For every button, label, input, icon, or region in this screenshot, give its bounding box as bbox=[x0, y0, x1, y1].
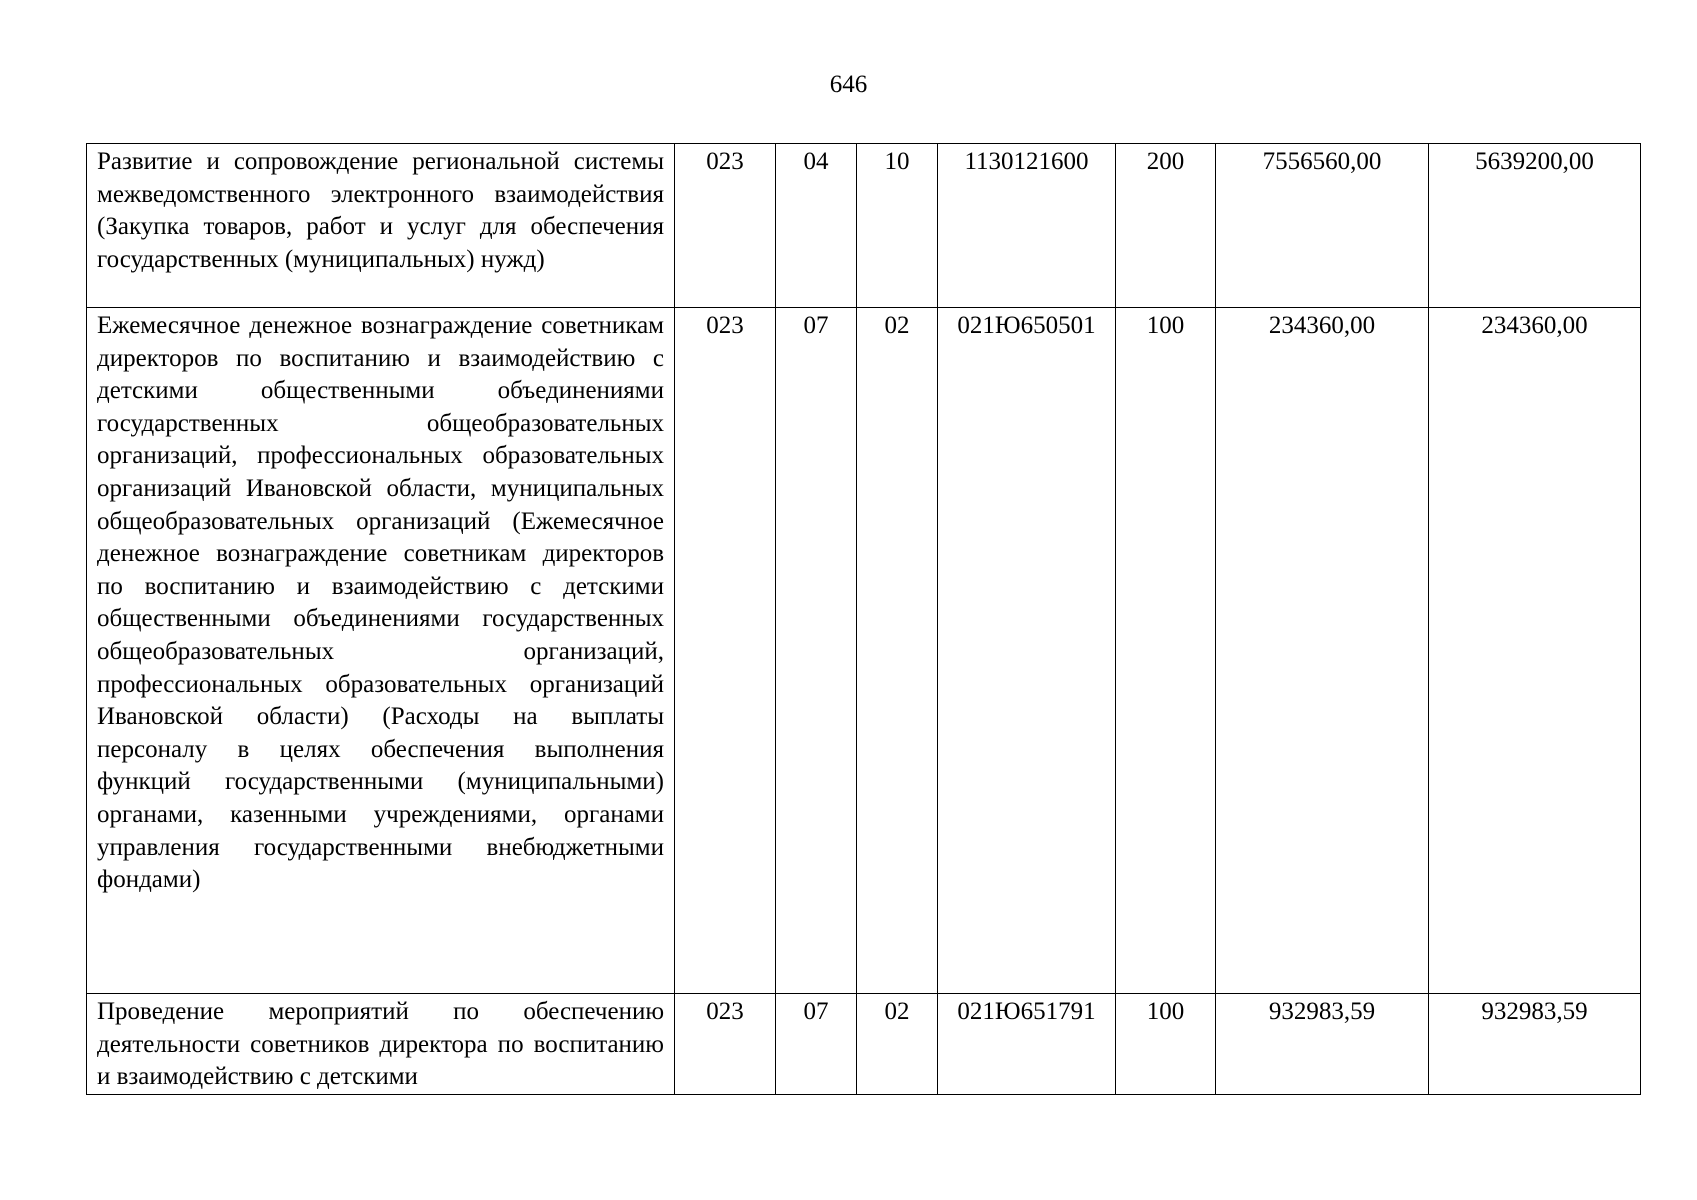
amount-second: 5639200,00 bbox=[1429, 144, 1641, 308]
target-article-code: 021Ю650501 bbox=[938, 308, 1116, 994]
row-description: Ежемесячное денежное вознаграждение советникам директоров по воспитанию и взаимодействию с детскими общественными объединениями государственных общеобразовательных организаций, профессиональных образовательных организаций Ивановской области, муниципальных общеобразовательных организаций (Ежемесячное денежное вознаграждение советникам директоров по воспитанию и взаимодействию с детскими общественными объединениями государственных общеобразовательных организаций, профессиональных образовательных организаций Ивановской области) (Расходы на выплаты персоналу в целях обеспечения выполнения функций государственными (муниципальными) органами, казенными учреждениями, органами управления государственными внебюджетными фондами) bbox=[87, 308, 675, 994]
amount-second: 932983,59 bbox=[1429, 994, 1641, 1095]
ministry-code: 023 bbox=[675, 308, 776, 994]
target-article-code: 021Ю651791 bbox=[938, 994, 1116, 1095]
amount-second: 234360,00 bbox=[1429, 308, 1641, 994]
expense-type-code: 100 bbox=[1116, 308, 1216, 994]
expense-type-code: 200 bbox=[1116, 144, 1216, 308]
ministry-code: 023 bbox=[675, 994, 776, 1095]
row-description: Проведение мероприятий по обеспечению деятельности советников директора по воспитанию и взаимодействию с детскими bbox=[87, 994, 675, 1095]
expense-type-code: 100 bbox=[1116, 994, 1216, 1095]
subsection-code: 02 bbox=[857, 994, 938, 1095]
target-article-code: 1130121600 bbox=[938, 144, 1116, 308]
table-row bbox=[87, 994, 1641, 1095]
subsection-code: 10 bbox=[857, 144, 938, 308]
page-number: 646 bbox=[829, 71, 868, 98]
amount-first: 932983,59 bbox=[1216, 994, 1429, 1095]
table-row bbox=[87, 308, 1641, 994]
table-row bbox=[87, 144, 1641, 308]
section-code: 07 bbox=[776, 308, 857, 994]
ministry-code: 023 bbox=[675, 144, 776, 308]
section-code: 07 bbox=[776, 994, 857, 1095]
amount-first: 7556560,00 bbox=[1216, 144, 1429, 308]
section-code: 04 bbox=[776, 144, 857, 308]
amount-first: 234360,00 bbox=[1216, 308, 1429, 994]
row-description: Развитие и сопровождение региональной системы межведомственного электронного взаимодействия (Закупка товаров, работ и услуг для обеспечения государственных (муниципальных) нужд) bbox=[87, 144, 675, 308]
budget-table bbox=[86, 143, 1641, 1095]
subsection-code: 02 bbox=[857, 308, 938, 994]
